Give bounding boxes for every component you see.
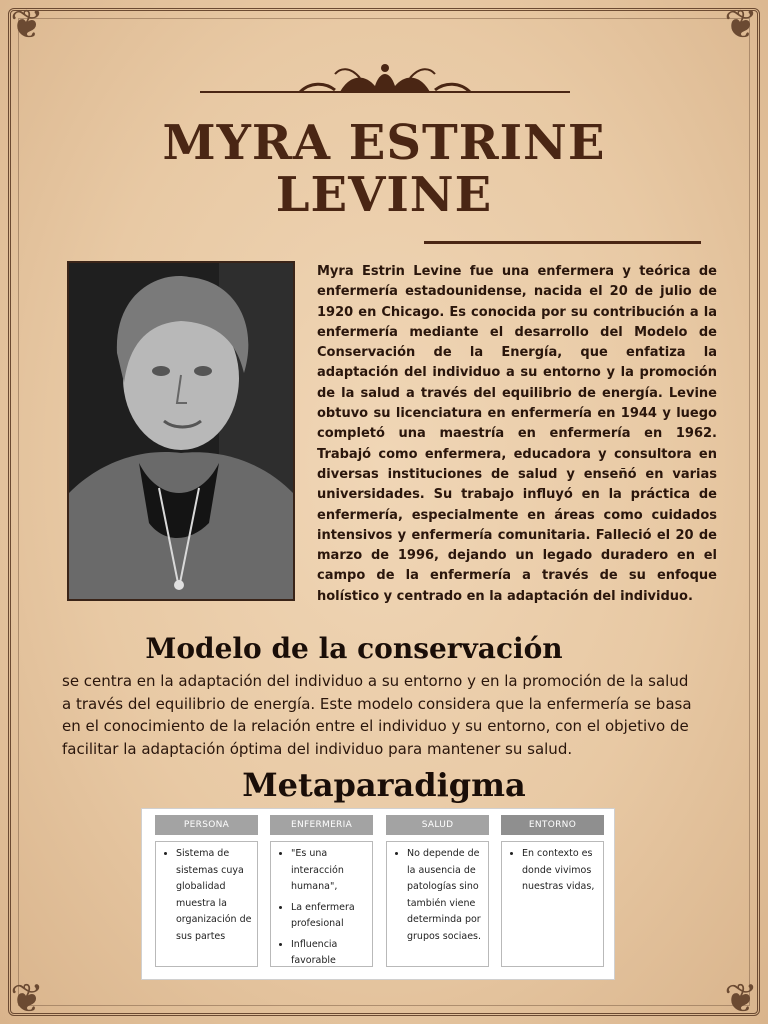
column-body: [501, 841, 604, 967]
title-ornament-icon: [200, 60, 570, 100]
corner-flourish-icon: ❦: [724, 976, 758, 1022]
column-salud: [386, 815, 489, 942]
column-header: ENTORNO: [501, 815, 604, 835]
corner-flourish-icon: ❦: [10, 2, 44, 48]
list-item: • En contexto es donde vivimos nuestras vidas,: [522, 846, 599, 896]
list-item: • No depende de la ausencia de patologías sino también viene determinda por grupos sociaes.: [407, 846, 484, 945]
metaparadigm-heading: Metaparadigma: [242, 766, 526, 804]
column-header: SALUD: [386, 815, 489, 835]
column-persona: [155, 815, 258, 942]
column-body: [270, 841, 373, 967]
column-enfermeria: [270, 815, 373, 966]
title-divider: [424, 241, 701, 244]
page-title-line-1: MYRA ESTRINE: [162, 115, 606, 171]
column-header: ENFERMERIA: [270, 815, 373, 835]
list-item: • Sistema de sistemas cuya globalidad muestra la organización de sus partes: [176, 846, 253, 945]
portrait-photo: [67, 261, 295, 601]
column-body: [386, 841, 489, 967]
corner-flourish-icon: ❦: [724, 2, 758, 48]
model-heading: Modelo de la conservación: [145, 632, 563, 665]
model-description: se centra en la adaptación del individuo a su entorno y en la promoción de la salud a través del equilibrio de energía. Este modelo considera que la enfermería se basa en el conocimiento de la relación entre el individuo y su entorno, con el objetivo de facilitar la adaptación óptima del individuo para mantener su salud.: [62, 672, 692, 758]
biography-text: Myra Estrin Levine fue una enfermera y teórica de enfermería estadounidense, nacida el 20 de julio de 1920 en Chicago. Es conocida por su contribución a la enfermería mediante el desarrollo del Modelo de Conservación de la Energía, que enfatiza la adaptación del individuo a su entorno y la promoción de la salud a través del equilibrio de energía. Levine obtuvo su licenciatura en enfermería en 1944 y luego completó una maestría en enfermería en 1962. Trabajó como enfermera, educadora y consultora en diversas instituciones de salud y enseñó en varias universidades. Su trabajo influyó en la práctica de enfermería, especialmente en áreas como cuidados intensivos y enfermería comunitaria. Falleció el 20 de marzo de 1996, dejando un legado duradero en el campo de la enfermería a través de su enfoque holístico y centrado en la adaptación del individuo.: [317, 264, 717, 604]
column-body: [155, 841, 258, 967]
list-item: • La enfermera profesional: [291, 900, 368, 933]
page-title-line-2: LEVINE: [275, 167, 493, 223]
column-entorno: [501, 815, 604, 892]
column-header: PERSONA: [155, 815, 258, 835]
corner-flourish-icon: ❦: [10, 976, 44, 1022]
list-item: • "Es una interacción humana",: [291, 846, 368, 896]
list-item: • Influencia favorable: [291, 937, 368, 970]
metaparadigm-table: [141, 808, 615, 980]
